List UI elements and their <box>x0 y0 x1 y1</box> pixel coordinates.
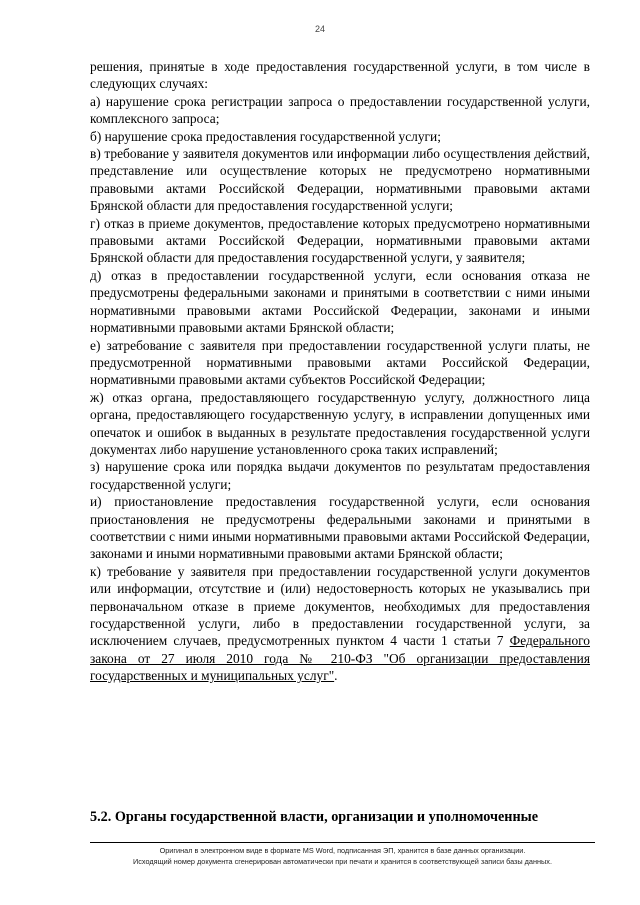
paragraph-zh: ж) отказ органа, предоставляющего государственную услугу, должностного лица органа, предоставляющего государственную услугу, в исправлении допущенных ими опечаток и ошибок в выданных в результате предоставления государственной услуги документах либо нарушение установленного срока таких исправлений; <box>90 389 590 457</box>
paragraph-a: а) нарушение срока регистрации запроса о предоставлении государственной услуги, комплексного запроса; <box>90 93 590 127</box>
paragraph-g: г) отказ в приеме документов, предоставление которых предусмотрено нормативными правовыми актами Российской Федерации, нормативными правовыми актами Брянской области для предоставления государственной услуги, у заявителя; <box>90 215 590 266</box>
section-heading: 5.2. Органы государственной власти, организации и уполномоченные <box>90 809 539 825</box>
footer-divider <box>90 842 595 843</box>
paragraph-i: и) приостановление предоставления государственной услуги, если основания приостановления не предусмотрены федеральными законами и принятыми в соответствии с ними иными нормативными правовыми актами Российской Федерации, законами и иными нормативными правовыми актами Брянской области; <box>90 494 590 562</box>
footer-line-2: Исходящий номер документа сгенерирован автоматически при печати и хранится в соответствующей записи базы данных. <box>133 857 552 866</box>
paragraph-b: б) нарушение срока предоставления государственной услуги; <box>90 128 441 144</box>
federal-law-link[interactable]: Федерального закона от 27 июля 2010 года № 210-ФЗ "Об организации предоставления государственных и муниципальных услуг" <box>90 633 590 684</box>
paragraph-d: д) отказ в предоставлении государственной услуги, если основания отказа не предусмотрены федеральными законами и принятыми в соответствии с ними иными нормативными правовыми актами Российской Федерации, законами и иными нормативными правовыми актами Брянской области; <box>90 267 590 336</box>
paragraph-e: е) затребование с заявителя при предоставлении государственной услуги платы, не предусмотренной нормативными правовыми актами Российской Федерации, нормативными правовыми актами субъектов Российской Федерации; <box>90 337 590 388</box>
paragraph-k <box>90 563 590 685</box>
page-number: 24 <box>314 24 325 34</box>
paragraph-k-text: к) требование у заявителя при предоставлении государственной услуги документов или информации, отсутствие и (или) недостоверность которых не указывались при первоначальном отказе в приеме документов, необходимых для предоставления государственной услуги, либо в предоставлении государственной услуги, за исключением случаев, предусмотренных пунктом 4 части 1 статьи 7 <box>90 563 590 649</box>
document-body <box>90 58 590 685</box>
paragraph-v: в) требование у заявителя документов или информации либо осуществления действий, представление или осуществление которых не предусмотрено нормативными правовыми актами Российской Федерации, нормативными правовыми актами Брянской области для предоставления государственной услуги; <box>90 146 590 214</box>
paragraph-k-end: . <box>334 668 338 684</box>
paragraph-intro: решения, принятые в ходе предоставления государственной услуги, в том числе в следующих случаях: <box>90 59 590 92</box>
footer-line-1: Оригинал в электронном виде в формате MS Word, подписанная ЭП, хранится в базе данных организации. <box>159 846 526 855</box>
paragraph-z: з) нарушение срока или порядка выдачи документов по результатам предоставления государственной услуги; <box>90 459 590 492</box>
footer <box>90 845 595 867</box>
